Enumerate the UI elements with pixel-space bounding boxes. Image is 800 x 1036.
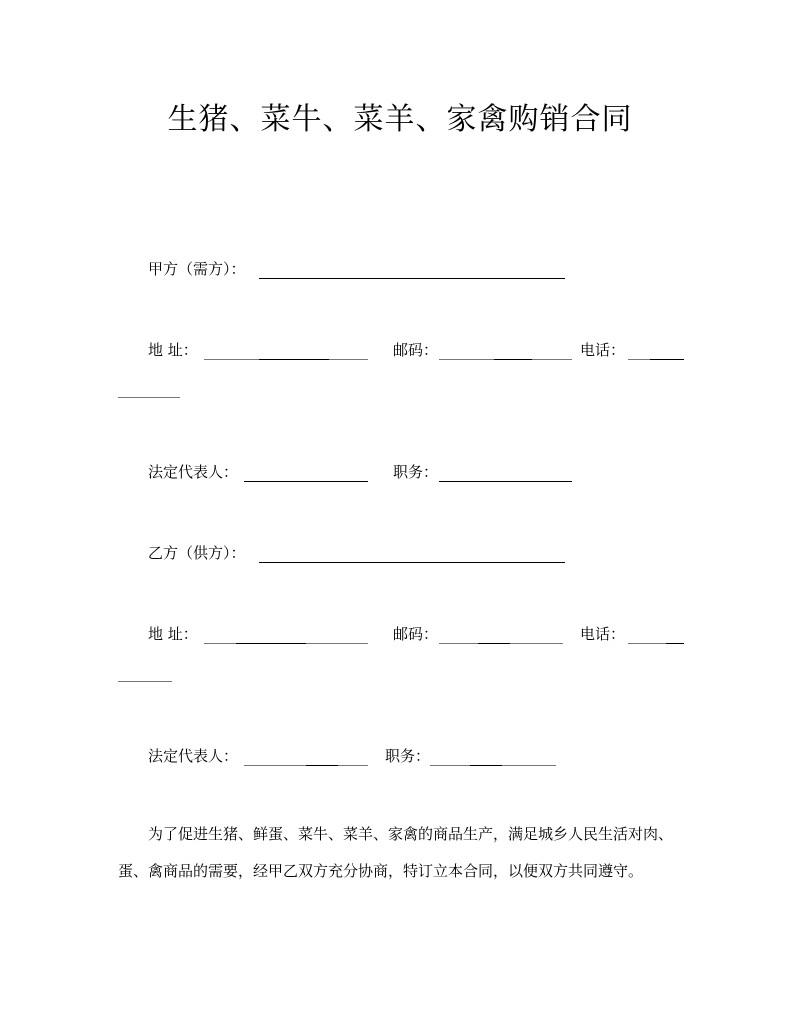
party-a-position-blank[interactable] [439,481,572,482]
party-b-row [148,543,568,565]
party-b-postcode-label: 邮码： [393,625,439,643]
party-a-name-blank[interactable] [259,278,565,279]
party-b-phone-blank-continued[interactable] [118,681,172,682]
party-a-rep-label: 法定代表人： [148,463,239,481]
party-a-rep-blank[interactable] [244,481,368,482]
party-a-postcode-blank-bold [494,359,532,360]
contract-preamble: 为了促进生猪、鲜蛋、菜牛、菜羊、家禽的商品生产，满足城乡人民生活对肉、蛋、禽商品的需要，经甲乙双方充分协商，特订立本合同，以便双方共同遵守。 [118,825,674,880]
party-b-address-blank-bold [236,643,306,644]
party-a-row [148,259,568,281]
party-b-rep-blank-bold [306,765,338,766]
party-b-address-label: 地 址： [148,625,198,643]
party-a-address-row [148,340,688,362]
party-b-name-blank[interactable] [259,562,565,563]
party-b-phone-label: 电话： [580,625,626,643]
party-a-phone-blank-bold [650,359,684,360]
party-b-address-row [148,624,688,646]
party-b-postcode-blank-bold [478,643,510,644]
party-b-position-label: 职务： [385,747,431,765]
party-b-position-blank-bold [470,765,502,766]
party-a-address-label: 地 址： [148,341,198,359]
party-a-position-label: 职务： [393,463,439,481]
party-b-phone-blank-bold [666,643,684,644]
party-a-address-blank-bold [259,359,329,360]
party-a-rep-row [148,462,578,484]
party-a-phone-blank-continued[interactable] [118,397,180,398]
contract-title: 生猪、菜牛、菜羊、家禽购销合同 [167,102,633,137]
party-a-label: 甲方（需方）： [148,260,246,278]
party-a-postcode-label: 邮码： [393,341,439,359]
party-a-phone-label: 电话： [580,341,626,359]
party-b-rep-row [148,746,568,768]
party-b-label: 乙方（供方）： [148,544,246,562]
party-b-rep-label: 法定代表人： [148,747,239,765]
